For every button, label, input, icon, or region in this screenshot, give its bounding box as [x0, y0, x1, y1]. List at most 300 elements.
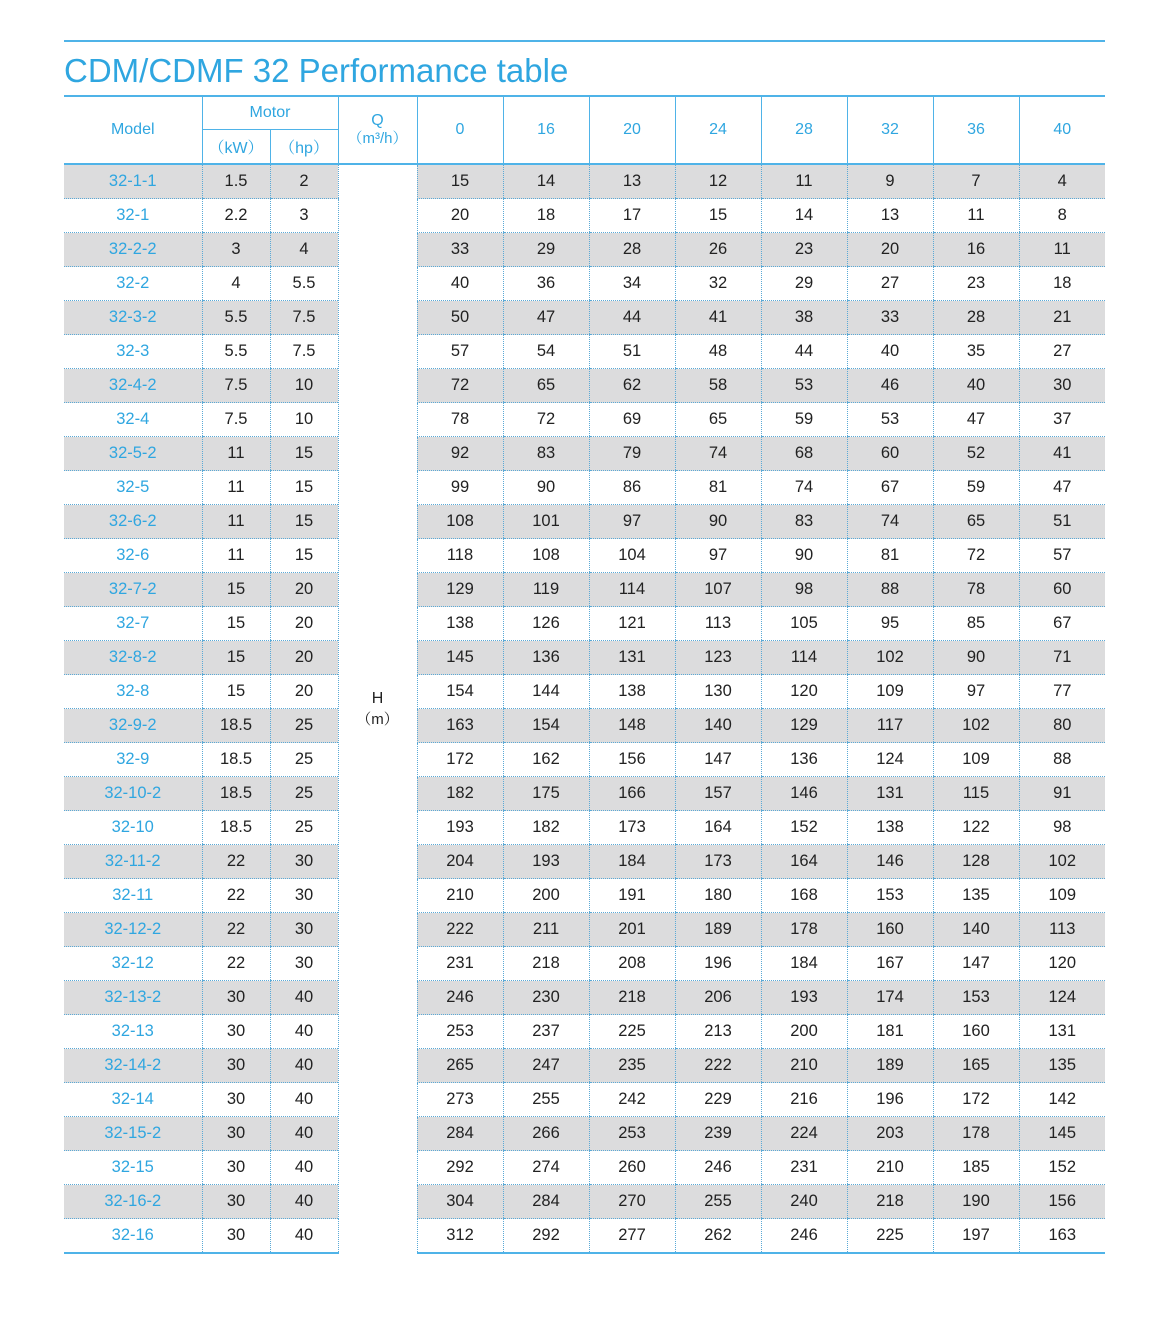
- hp-cell: 20: [270, 573, 338, 607]
- head-value-cell: 124: [1019, 981, 1105, 1015]
- table-row: [64, 1117, 1105, 1151]
- model-cell: 32-12-2: [64, 913, 202, 947]
- head-value-cell: 166: [589, 777, 675, 811]
- head-value-cell: 53: [847, 403, 933, 437]
- head-value-cell: 237: [503, 1015, 589, 1049]
- head-value-cell: 196: [847, 1083, 933, 1117]
- hp-cell: 20: [270, 675, 338, 709]
- kw-cell: 30: [202, 1049, 270, 1083]
- kw-cell: 30: [202, 1015, 270, 1049]
- head-value-cell: 154: [417, 675, 503, 709]
- head-value-cell: 91: [1019, 777, 1105, 811]
- kw-cell: 22: [202, 947, 270, 981]
- head-value-cell: 178: [761, 913, 847, 947]
- head-value-cell: 163: [1019, 1219, 1105, 1254]
- head-value-cell: 122: [933, 811, 1019, 845]
- model-cell: 32-7-2: [64, 573, 202, 607]
- kw-cell: 30: [202, 1185, 270, 1219]
- kw-cell: 30: [202, 1219, 270, 1254]
- table-row: [64, 743, 1105, 777]
- hp-cell: 15: [270, 471, 338, 505]
- kw-cell: 18.5: [202, 743, 270, 777]
- head-value-cell: 260: [589, 1151, 675, 1185]
- head-value-cell: 41: [675, 301, 761, 335]
- head-value-cell: 189: [847, 1049, 933, 1083]
- head-value-cell: 145: [1019, 1117, 1105, 1151]
- head-value-cell: 185: [933, 1151, 1019, 1185]
- head-value-cell: 175: [503, 777, 589, 811]
- head-value-cell: 109: [933, 743, 1019, 777]
- head-value-cell: 97: [675, 539, 761, 573]
- head-value-cell: 142: [1019, 1083, 1105, 1117]
- head-value-cell: 15: [417, 164, 503, 199]
- model-header: Model: [110, 121, 155, 138]
- head-value-cell: 58: [675, 369, 761, 403]
- head-value-cell: 27: [847, 267, 933, 301]
- model-cell: 32-13: [64, 1015, 202, 1049]
- h-unit: （m）: [356, 711, 399, 728]
- flow-header: 16: [503, 96, 589, 164]
- head-value-cell: 128: [933, 845, 1019, 879]
- kw-cell: 7.5: [202, 403, 270, 437]
- head-value-cell: 247: [503, 1049, 589, 1083]
- head-value-cell: 135: [933, 879, 1019, 913]
- model-cell: 32-12: [64, 947, 202, 981]
- head-value-cell: 222: [675, 1049, 761, 1083]
- head-value-cell: 51: [1019, 505, 1105, 539]
- head-value-cell: 81: [847, 539, 933, 573]
- head-value-cell: 48: [675, 335, 761, 369]
- hp-cell: 15: [270, 437, 338, 471]
- head-value-cell: 28: [589, 233, 675, 267]
- head-value-cell: 67: [847, 471, 933, 505]
- head-value-cell: 224: [761, 1117, 847, 1151]
- head-value-cell: 181: [847, 1015, 933, 1049]
- kw-cell: 2.2: [202, 199, 270, 233]
- hp-cell: 15: [270, 539, 338, 573]
- hp-cell: 40: [270, 981, 338, 1015]
- kw-cell: 11: [202, 505, 270, 539]
- flow-header: 24: [675, 96, 761, 164]
- table-row: [64, 777, 1105, 811]
- head-value-cell: 270: [589, 1185, 675, 1219]
- hp-cell: 2: [270, 164, 338, 199]
- flow-header: 0: [417, 96, 503, 164]
- head-value-cell: 50: [417, 301, 503, 335]
- head-value-cell: 147: [675, 743, 761, 777]
- head-value-cell: 265: [417, 1049, 503, 1083]
- table-row: [64, 879, 1105, 913]
- kw-cell: 30: [202, 1117, 270, 1151]
- head-value-cell: 29: [503, 233, 589, 267]
- head-value-cell: 80: [1019, 709, 1105, 743]
- head-value-cell: 200: [503, 879, 589, 913]
- model-cell: 32-16: [64, 1219, 202, 1254]
- table-row: [64, 675, 1105, 709]
- hp-cell: 40: [270, 1185, 338, 1219]
- head-value-cell: 284: [503, 1185, 589, 1219]
- head-value-cell: 119: [503, 573, 589, 607]
- model-cell: 32-11-2: [64, 845, 202, 879]
- kw-cell: 30: [202, 981, 270, 1015]
- head-value-cell: 140: [675, 709, 761, 743]
- model-cell: 32-4: [64, 403, 202, 437]
- hp-cell: 30: [270, 913, 338, 947]
- head-value-cell: 114: [761, 641, 847, 675]
- head-value-cell: 174: [847, 981, 933, 1015]
- head-value-cell: 124: [847, 743, 933, 777]
- head-value-cell: 90: [761, 539, 847, 573]
- head-value-cell: 11: [933, 199, 1019, 233]
- head-value-cell: 65: [503, 369, 589, 403]
- kw-cell: 11: [202, 437, 270, 471]
- hp-cell: 30: [270, 879, 338, 913]
- head-value-cell: 304: [417, 1185, 503, 1219]
- kw-cell: 30: [202, 1151, 270, 1185]
- head-value-cell: 85: [933, 607, 1019, 641]
- head-value-cell: 78: [933, 573, 1019, 607]
- head-value-cell: 200: [761, 1015, 847, 1049]
- head-value-cell: 273: [417, 1083, 503, 1117]
- model-cell: 32-2: [64, 267, 202, 301]
- head-value-cell: 253: [589, 1117, 675, 1151]
- head-value-cell: 101: [503, 505, 589, 539]
- head-value-cell: 246: [675, 1151, 761, 1185]
- model-cell: 32-7: [64, 607, 202, 641]
- table-row: [64, 641, 1105, 675]
- head-value-cell: 191: [589, 879, 675, 913]
- head-value-cell: 118: [417, 539, 503, 573]
- head-value-cell: 193: [417, 811, 503, 845]
- head-value-cell: 97: [589, 505, 675, 539]
- kw-cell: 18.5: [202, 709, 270, 743]
- table-row: [64, 709, 1105, 743]
- head-value-cell: 72: [933, 539, 1019, 573]
- table-row: [64, 335, 1105, 369]
- head-value-cell: 312: [417, 1219, 503, 1254]
- hp-cell: 25: [270, 743, 338, 777]
- hp-cell: 40: [270, 1015, 338, 1049]
- head-value-cell: 153: [847, 879, 933, 913]
- kw-cell: 4: [202, 267, 270, 301]
- head-value-cell: 28: [933, 301, 1019, 335]
- head-value-cell: 90: [503, 471, 589, 505]
- head-value-cell: 40: [847, 335, 933, 369]
- head-value-cell: 18: [503, 199, 589, 233]
- head-value-cell: 218: [503, 947, 589, 981]
- head-value-cell: 47: [503, 301, 589, 335]
- head-value-cell: 59: [933, 471, 1019, 505]
- head-value-cell: 129: [417, 573, 503, 607]
- head-value-cell: 105: [761, 607, 847, 641]
- head-value-cell: 157: [675, 777, 761, 811]
- head-value-cell: 53: [761, 369, 847, 403]
- head-value-cell: 168: [761, 879, 847, 913]
- head-value-cell: 74: [675, 437, 761, 471]
- motor-header: Motor: [202, 96, 338, 130]
- table-row: [64, 505, 1105, 539]
- head-value-cell: 23: [761, 233, 847, 267]
- head-value-cell: 230: [503, 981, 589, 1015]
- kw-cell: 15: [202, 573, 270, 607]
- kw-cell: 15: [202, 675, 270, 709]
- head-value-cell: 98: [1019, 811, 1105, 845]
- head-value-cell: 30: [1019, 369, 1105, 403]
- head-value-cell: 15: [675, 199, 761, 233]
- hp-cell: 40: [270, 1117, 338, 1151]
- head-value-cell: 193: [761, 981, 847, 1015]
- head-value-cell: 145: [417, 641, 503, 675]
- head-value-cell: 130: [675, 675, 761, 709]
- head-value-cell: 102: [933, 709, 1019, 743]
- hp-cell: 7.5: [270, 335, 338, 369]
- hp-cell: 5.5: [270, 267, 338, 301]
- kw-cell: 15: [202, 641, 270, 675]
- model-cell: 32-2-2: [64, 233, 202, 267]
- head-value-cell: 92: [417, 437, 503, 471]
- head-value-cell: 172: [933, 1083, 1019, 1117]
- model-cell: 32-8-2: [64, 641, 202, 675]
- hp-cell: 4: [270, 233, 338, 267]
- model-cell: 32-9: [64, 743, 202, 777]
- head-value-cell: 13: [847, 199, 933, 233]
- hp-cell: 20: [270, 641, 338, 675]
- table-row: [64, 1015, 1105, 1049]
- kw-cell: 5.5: [202, 335, 270, 369]
- head-value-cell: 184: [589, 845, 675, 879]
- head-value-cell: 201: [589, 913, 675, 947]
- head-value-cell: 113: [675, 607, 761, 641]
- head-value-cell: 253: [417, 1015, 503, 1049]
- hp-cell: 25: [270, 709, 338, 743]
- model-cell: 32-10-2: [64, 777, 202, 811]
- hp-cell: 40: [270, 1083, 338, 1117]
- table-row: [64, 1185, 1105, 1219]
- head-value-cell: 33: [847, 301, 933, 335]
- head-value-cell: 126: [503, 607, 589, 641]
- head-value-cell: 292: [417, 1151, 503, 1185]
- table-header: [64, 96, 1105, 164]
- head-value-cell: 210: [847, 1151, 933, 1185]
- hp-cell: 40: [270, 1219, 338, 1254]
- head-value-cell: 203: [847, 1117, 933, 1151]
- q-label: Q: [371, 112, 384, 129]
- head-value-cell: 44: [589, 301, 675, 335]
- head-value-cell: 156: [589, 743, 675, 777]
- head-value-cell: 211: [503, 913, 589, 947]
- kw-cell: 3: [202, 233, 270, 267]
- head-value-cell: 197: [933, 1219, 1019, 1254]
- head-value-cell: 255: [503, 1083, 589, 1117]
- head-value-cell: 83: [761, 505, 847, 539]
- model-cell: 32-10: [64, 811, 202, 845]
- hp-cell: 30: [270, 947, 338, 981]
- head-value-cell: 182: [417, 777, 503, 811]
- table-row: [64, 164, 1105, 199]
- head-value-cell: 277: [589, 1219, 675, 1254]
- head-value-cell: 117: [847, 709, 933, 743]
- head-value-cell: 44: [761, 335, 847, 369]
- table-row: [64, 471, 1105, 505]
- model-cell: 32-5-2: [64, 437, 202, 471]
- head-value-cell: 109: [1019, 879, 1105, 913]
- head-value-cell: 113: [1019, 913, 1105, 947]
- head-value-cell: 7: [933, 164, 1019, 199]
- head-value-cell: 136: [503, 641, 589, 675]
- head-value-cell: 18: [1019, 267, 1105, 301]
- head-value-cell: 57: [417, 335, 503, 369]
- hp-cell: 10: [270, 369, 338, 403]
- model-cell: 32-15-2: [64, 1117, 202, 1151]
- kw-cell: 22: [202, 845, 270, 879]
- kw-cell: 22: [202, 913, 270, 947]
- head-value-cell: 8: [1019, 199, 1105, 233]
- head-value-cell: 123: [675, 641, 761, 675]
- head-value-cell: 26: [675, 233, 761, 267]
- table-row: [64, 437, 1105, 471]
- flow-header: 28: [761, 96, 847, 164]
- head-value-cell: 255: [675, 1185, 761, 1219]
- head-value-cell: 72: [503, 403, 589, 437]
- head-value-cell: 114: [589, 573, 675, 607]
- head-value-cell: 231: [417, 947, 503, 981]
- head-value-cell: 102: [847, 641, 933, 675]
- head-value-cell: 222: [417, 913, 503, 947]
- hp-cell: 15: [270, 505, 338, 539]
- table-row: [64, 981, 1105, 1015]
- head-value-cell: 95: [847, 607, 933, 641]
- head-value-cell: 172: [417, 743, 503, 777]
- head-value-cell: 72: [417, 369, 503, 403]
- table-row: [64, 947, 1105, 981]
- head-value-cell: 27: [1019, 335, 1105, 369]
- head-value-cell: 218: [847, 1185, 933, 1219]
- head-value-cell: 29: [761, 267, 847, 301]
- head-value-cell: 165: [933, 1049, 1019, 1083]
- head-value-cell: 74: [847, 505, 933, 539]
- kw-cell: 30: [202, 1083, 270, 1117]
- head-value-cell: 189: [675, 913, 761, 947]
- head-value-cell: 65: [933, 505, 1019, 539]
- kw-cell: 15: [202, 607, 270, 641]
- table-row: [64, 267, 1105, 301]
- head-value-cell: 36: [503, 267, 589, 301]
- flow-header: 20: [589, 96, 675, 164]
- head-value-cell: 4: [1019, 164, 1105, 199]
- head-value-cell: 120: [761, 675, 847, 709]
- head-value-cell: 190: [933, 1185, 1019, 1219]
- head-value-cell: 99: [417, 471, 503, 505]
- head-value-cell: 90: [675, 505, 761, 539]
- kw-cell: 22: [202, 879, 270, 913]
- head-value-cell: 65: [675, 403, 761, 437]
- head-value-cell: 102: [1019, 845, 1105, 879]
- model-cell: 32-4-2: [64, 369, 202, 403]
- head-value-cell: 57: [1019, 539, 1105, 573]
- top-rule: [64, 40, 1105, 42]
- head-value-cell: 240: [761, 1185, 847, 1219]
- hp-cell: 3: [270, 199, 338, 233]
- head-value-cell: 208: [589, 947, 675, 981]
- head-value-cell: 152: [1019, 1151, 1105, 1185]
- head-value-cell: 229: [675, 1083, 761, 1117]
- head-value-cell: 216: [761, 1083, 847, 1117]
- table-row: [64, 1083, 1105, 1117]
- table-row: [64, 301, 1105, 335]
- head-value-cell: 14: [761, 199, 847, 233]
- head-value-cell: 242: [589, 1083, 675, 1117]
- head-value-cell: 164: [675, 811, 761, 845]
- table-row: [64, 539, 1105, 573]
- head-value-cell: 129: [761, 709, 847, 743]
- head-value-cell: 173: [675, 845, 761, 879]
- head-value-cell: 135: [1019, 1049, 1105, 1083]
- model-cell: 32-3: [64, 335, 202, 369]
- head-value-cell: 21: [1019, 301, 1105, 335]
- hp-cell: 20: [270, 607, 338, 641]
- model-cell: 32-14: [64, 1083, 202, 1117]
- head-value-cell: 206: [675, 981, 761, 1015]
- head-value-cell: 108: [417, 505, 503, 539]
- model-cell: 32-6: [64, 539, 202, 573]
- head-value-cell: 13: [589, 164, 675, 199]
- head-value-cell: 262: [675, 1219, 761, 1254]
- hp-cell: 40: [270, 1049, 338, 1083]
- head-value-cell: 210: [761, 1049, 847, 1083]
- hp-cell: 40: [270, 1151, 338, 1185]
- head-value-cell: 131: [1019, 1015, 1105, 1049]
- hp-cell: 7.5: [270, 301, 338, 335]
- head-value-cell: 144: [503, 675, 589, 709]
- head-value-cell: 146: [761, 777, 847, 811]
- head-value-cell: 147: [933, 947, 1019, 981]
- head-value-cell: 14: [503, 164, 589, 199]
- model-cell: 32-3-2: [64, 301, 202, 335]
- kw-cell: 11: [202, 471, 270, 505]
- head-value-cell: 59: [761, 403, 847, 437]
- table-row: [64, 913, 1105, 947]
- head-value-cell: 32: [675, 267, 761, 301]
- kw-cell: 11: [202, 539, 270, 573]
- table-row: [64, 573, 1105, 607]
- model-cell: 32-16-2: [64, 1185, 202, 1219]
- head-value-cell: 131: [589, 641, 675, 675]
- kw-header: （kW）: [202, 130, 270, 165]
- head-value-cell: 156: [1019, 1185, 1105, 1219]
- head-value-cell: 35: [933, 335, 1019, 369]
- head-value-cell: 83: [503, 437, 589, 471]
- head-value-cell: 184: [761, 947, 847, 981]
- head-value-cell: 246: [761, 1219, 847, 1254]
- head-value-cell: 204: [417, 845, 503, 879]
- head-value-cell: 34: [589, 267, 675, 301]
- kw-cell: 7.5: [202, 369, 270, 403]
- hp-cell: 10: [270, 403, 338, 437]
- head-value-cell: 196: [675, 947, 761, 981]
- head-value-cell: 173: [589, 811, 675, 845]
- head-value-cell: 138: [589, 675, 675, 709]
- table-row: [64, 233, 1105, 267]
- head-value-cell: 108: [503, 539, 589, 573]
- model-cell: 32-11: [64, 879, 202, 913]
- head-value-cell: 52: [933, 437, 1019, 471]
- head-value-cell: 146: [847, 845, 933, 879]
- head-value-cell: 218: [589, 981, 675, 1015]
- head-value-cell: 9: [847, 164, 933, 199]
- head-value-cell: 60: [847, 437, 933, 471]
- head-value-cell: 213: [675, 1015, 761, 1049]
- head-value-cell: 23: [933, 267, 1019, 301]
